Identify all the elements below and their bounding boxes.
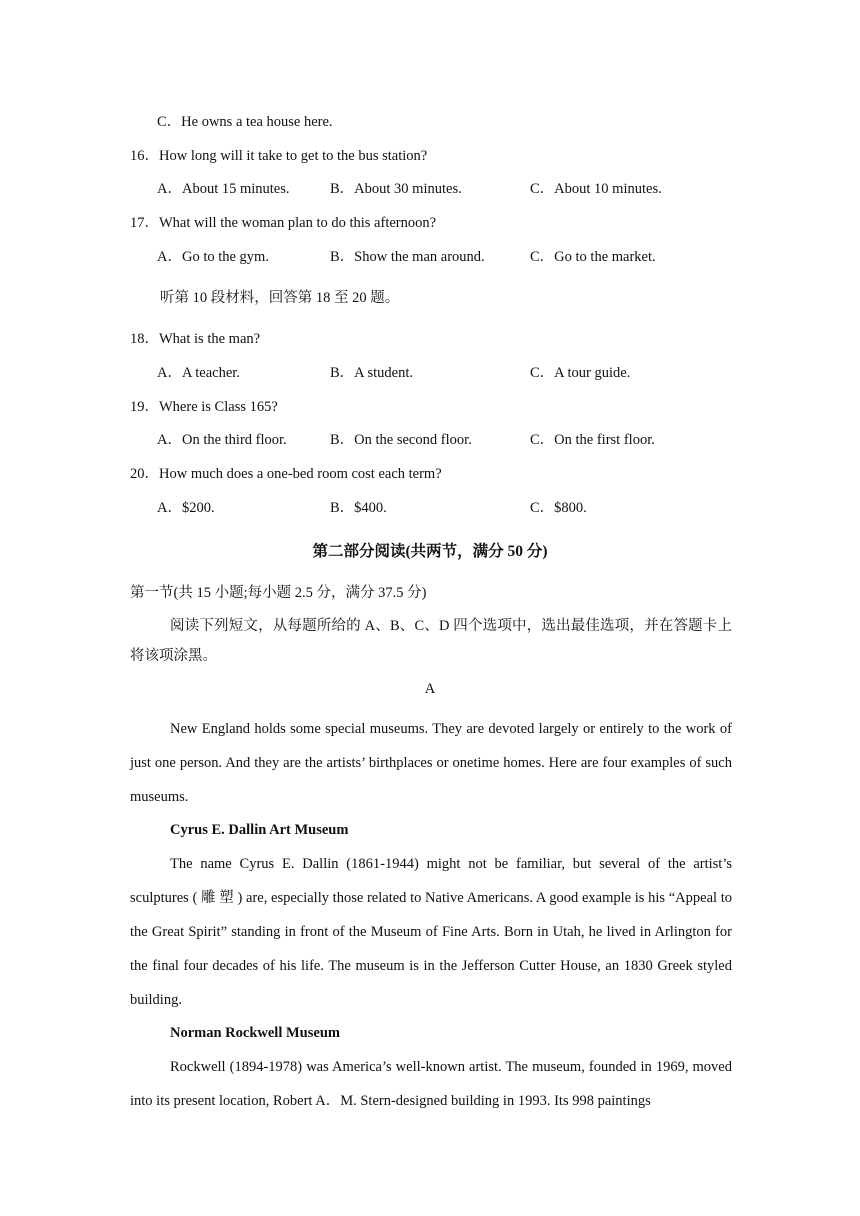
q18-option-a: A．A teacher. (157, 365, 240, 381)
q18-option-c: C．A tour guide. (530, 365, 631, 381)
passage-intro: New England holds some special museums. They are devoted largely or entirely to the work of just one person. And they are the artists’ birthplaces or onetime homes. Here are four examples of such museums. (130, 721, 732, 805)
question-16: 16．How long will it take to get to the bus station? (130, 148, 428, 164)
listening-instruction: 听第 10 段材料，回答第 18 至 20 题。 (160, 290, 400, 306)
museum-one-text: The name Cyrus E. Dallin (1861-1944) might not be familiar, but several of the artist’s sculptures ( 雕 塑 ) are, especially those related to Native Americans. A good example is his “Appeal to the Great Spirit” standing in front of the Museum of Fine Arts. Born in Utah, he lived in Arlington for the final four decades of his life. The museum is in the Jefferson Cutter House, an 1830 Greek styled building. (130, 856, 732, 1008)
question-18: 18．What is the man? (130, 331, 261, 347)
reading-instruction: 阅读下列短文，从每题所给的 A、B、C、D 四个选项中，选出最佳选项，并在答题卡上将该项涂黑。 (130, 618, 732, 664)
q19-option-b: B．On the second floor. (330, 432, 472, 448)
passage-label: A (424, 681, 436, 697)
q20-option-c: C．$800. (530, 500, 587, 516)
q18-option-b: B．A student. (330, 365, 413, 381)
part-two-title: 第二部分阅读(共两节，满分 50 分) (312, 543, 548, 560)
q17-option-c: C．Go to the market. (530, 249, 656, 265)
museum-two-text: Rockwell (1894-1978) was America’s well-known artist. The museum, founded in 1969, moved into its present location, Robert A．M. Stern-designed building in 1993. Its 998 paintings (130, 1059, 732, 1109)
question-20: 20．How much does a one-bed room cost each term? (130, 466, 442, 482)
question-19: 19．Where is Class 165? (130, 399, 278, 415)
q17-option-b: B．Show the man around. (330, 249, 485, 265)
q16-option-b: B．About 30 minutes. (330, 181, 462, 197)
q17-option-a: A．Go to the gym. (157, 249, 269, 265)
q19-option-c: C．On the first floor. (530, 432, 655, 448)
section-one-title: 第一节(共 15 小题;每小题 2.5 分，满分 37.5 分) (130, 585, 427, 601)
question-17: 17．What will the woman plan to do this afternoon? (130, 215, 437, 231)
q20-option-a: A．$200. (157, 500, 215, 516)
q19-option-a: A．On the third floor. (157, 432, 287, 448)
q16-option-a: A．About 15 minutes. (157, 181, 290, 197)
museum-one-heading: Cyrus E. Dallin Art Museum (170, 822, 349, 838)
q20-option-b: B．$400. (330, 500, 387, 516)
museum-two-heading: Norman Rockwell Museum (170, 1025, 340, 1041)
q16-option-c: C．About 10 minutes. (530, 181, 662, 197)
option-c-top: C．He owns a tea house here. (157, 114, 333, 130)
